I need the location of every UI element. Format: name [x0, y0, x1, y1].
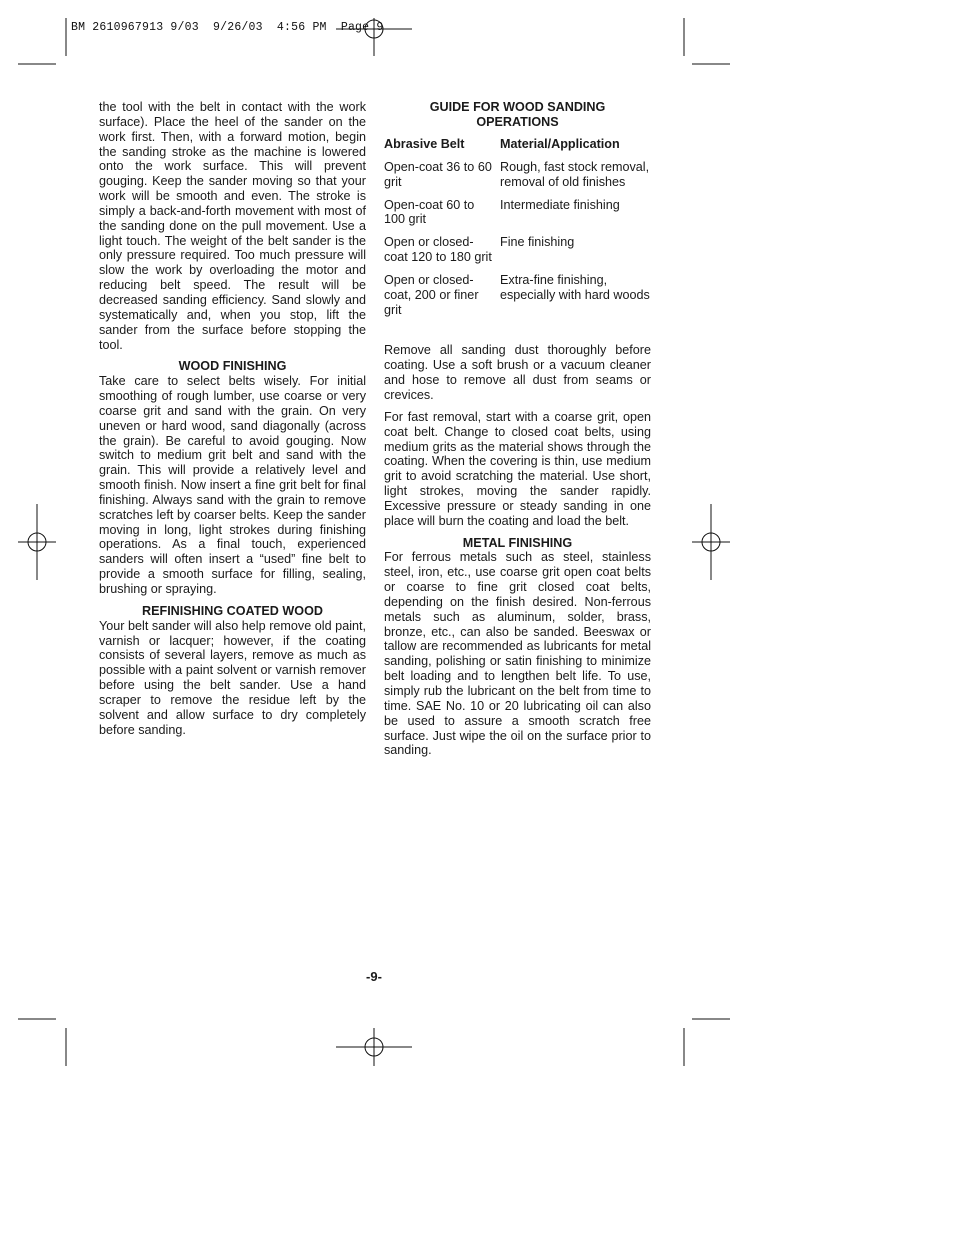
- sanding-guide-title-line1: GUIDE FOR WOOD SANDING: [429, 100, 606, 114]
- metal-finishing-heading: METAL FINISHING: [462, 535, 573, 550]
- fast-removal-paragraph: For fast removal, start with a coarse grit, open coat belt. Change to closed coat belts, using medium grits as the material shows through the coating. When the covering is thin, use medium grit to avoid scratching the material. Use short, light strokes, moving the sander rapidly. Excessive pressure or steady sanding in one place will burn the coating and load the belt.: [384, 409, 651, 528]
- material-application-header: Material/Application: [500, 137, 620, 151]
- belt-cell: Open or closed-coat, 200 or finer grit: [384, 272, 479, 317]
- belt-cell: Open-coat 36 to 60 grit: [384, 159, 492, 189]
- refinishing-coated-wood-heading: REFINISHING COATED WOOD: [142, 603, 323, 618]
- belt-cell: Open-coat 60 to 100 grit: [384, 197, 475, 227]
- wood-finishing-heading: WOOD FINISHING: [178, 359, 287, 374]
- table-row: [384, 198, 651, 236]
- right-column: [384, 100, 651, 758]
- left-column: [99, 100, 366, 737]
- page-number: -9-: [366, 969, 382, 984]
- remove-dust-paragraph: Remove all sanding dust thoroughly before coating. Use a soft brush or a vacuum cleaner and hose to remove all dust from seams or crevices.: [384, 343, 651, 402]
- refinishing-coated-wood-paragraph: Your belt sander will also help remove old paint, varnish or lacquer; however, if the coating consists of several layers, remove as much as possible with a paint solvent or varnish remover before using the belt sander. Use a hand scraper to remove the residue left by the solvent and allow surface to dry completely before sanding.: [99, 618, 366, 737]
- sanding-guide-table: [384, 137, 651, 325]
- abrasive-belt-header: Abrasive Belt: [384, 137, 465, 151]
- application-cell: Fine finishing: [500, 235, 575, 250]
- table-header-row: [384, 137, 651, 160]
- belt-cell: Open or closed-coat 120 to 180 grit: [384, 235, 492, 265]
- sanding-technique-paragraph: the tool with the belt in contact with the work surface). Place the heel of the sander on the work first. Then, with a forward motion, begin the sanding stroke as the machine is lowered onto the work surface. This will prevent gouging. Keep the sander moving so that your work will be smooth and even. The stroke is simply a back-and-forth movement with most of the sanding done on the pull movement. Use a light touch. The weight of the belt sander is the only pressure required. Too much pressure will slow the work by overloading the motor and reducing belt speed. The result will be decreased sanding efficiency. Sand slowly and systematically and, when you stop, lift the sander from the surface before stopping the tool.: [99, 100, 366, 352]
- application-cell: Extra-fine finishing, especially with hard woods: [500, 272, 650, 302]
- table-row: [384, 160, 651, 198]
- printer-slug: BM 2610967913 9/03 9/26/03 4:56 PM Page 9: [71, 21, 384, 34]
- sanding-guide-title-line2: OPERATIONS: [476, 115, 559, 129]
- table-row: [384, 235, 651, 273]
- application-cell: Intermediate finishing: [500, 197, 620, 212]
- wood-finishing-paragraph: Take care to select belts wisely. For initial smoothing of rough lumber, use coarse or very coarse grit and sand with the grain. On very uneven or hard wood, sand diagonally (across the grain). Be careful to avoid gouging. Now switch to medium grit belt and sand with the grain. This will provide a relatively level and smooth finish. Now insert a fine grit belt for final finishing. Always sand with the grain to remove scratches left by coarser belts. Keep the sander moving in long, light strokes during finishing operations. As a final touch, experienced sanders will often insert a “used” fine belt to provide a smooth surface for filling, sealing, brushing or spraying.: [99, 374, 366, 596]
- application-cell: Rough, fast stock removal, removal of old finishes: [500, 159, 650, 189]
- table-row: [384, 273, 651, 326]
- metal-finishing-paragraph: For ferrous metals such as steel, stainless steel, iron, etc., use coarse grit open coat belts or coarse to fine grit closed coat belts, depending on the finish desired. Non-ferrous metals such as aluminum, solder, brass, bronze, etc., can also be sanded. Beeswax or tallow are recommended as lubricants for metal sanding, polishing or satin finishing to minimize belt loading and to lengthen belt life. To use, simply rub the lubricant on the belt from time to time. SAE No. 10 or 20 lubricating oil can also be used to assure a smooth scratch free surface. Just wipe the oil on the surface prior to sanding.: [384, 550, 651, 758]
